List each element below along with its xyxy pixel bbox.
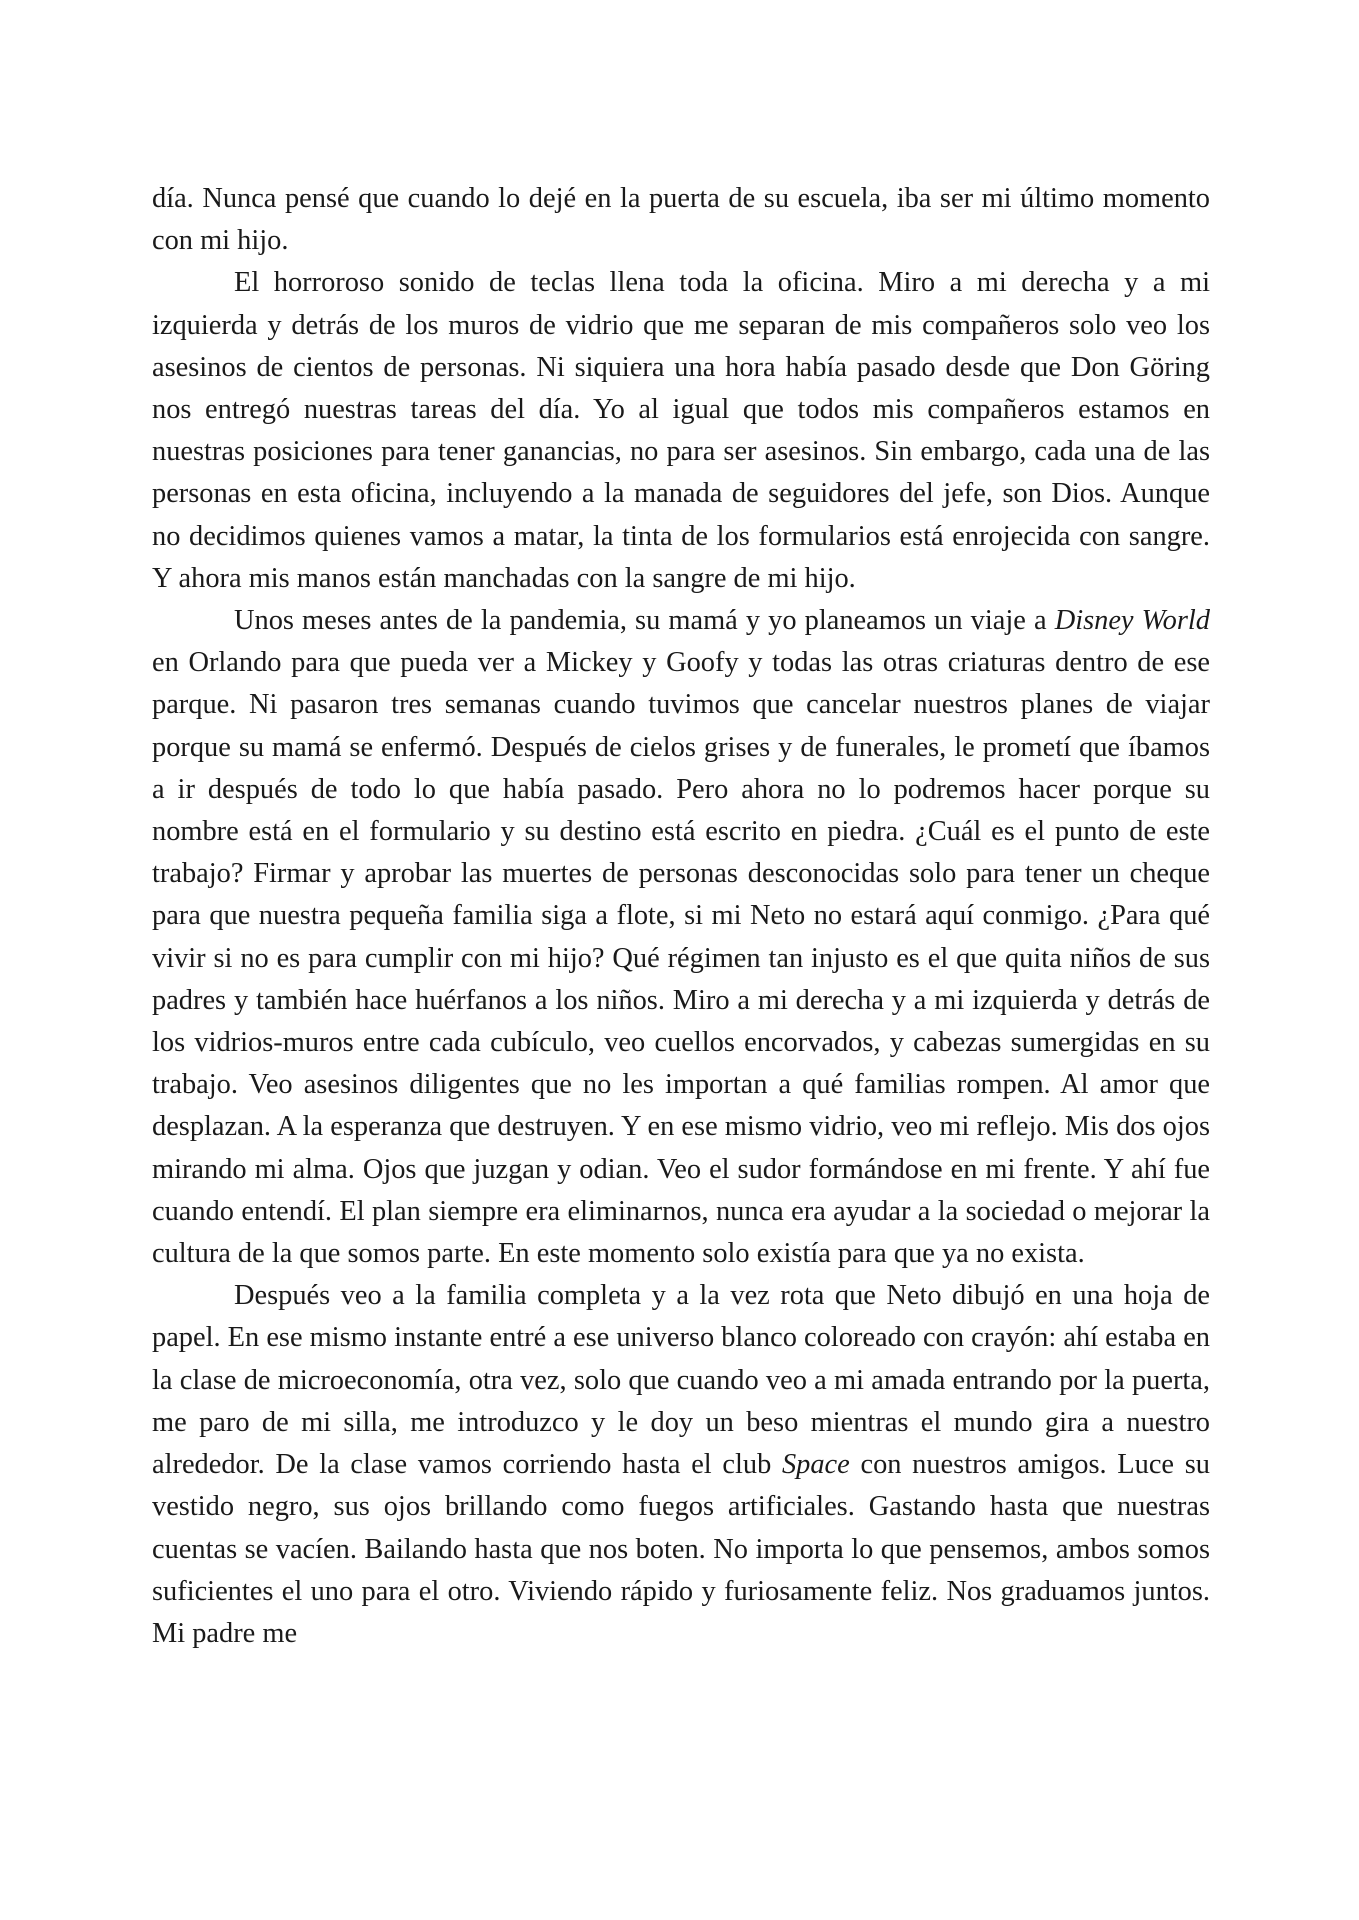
paragraph-text: Unos meses antes de la pandemia, su mamá y yo planeamos un viaje a: [234, 605, 1055, 637]
paragraph-2: [152, 262, 1210, 600]
paragraph-4: [152, 1275, 1210, 1655]
italic-club-name: Space: [781, 1449, 850, 1481]
italic-title-disney-world: Disney World: [1054, 605, 1211, 637]
paragraph-text: El horroroso sonido de teclas llena toda la oficina. Miro a mi derecha y a mi izquierda y detrás de los muros de vidrio que me separan de mis compañeros solo veo los asesinos de cientos de personas. Ni siquiera una hora había pasado desde que Don Göring nos entregó nuestras tareas del día. Yo al igual que todos mis compañeros estamos en nuestras posiciones para tener ganancias, no para ser asesinos. Sin embargo, cada una de las personas en esta oficina, incluyendo a la manada de seguidores del jefe, son Dios. Aunque no decidimos quienes vamos a matar, la tinta de los formularios está enrojecida con sangre. Y ahora mis manos están manchadas con la sangre de mi hijo.: [152, 267, 1210, 594]
paragraph-1: [152, 178, 1210, 262]
paragraph-text: con nuestros amigos. Luce su vestido negro, sus ojos brillando como fuegos artificiales. Gastando hasta que nuestras cuentas se vacíen. Bailando hasta que nos boten. No importa lo que pensemos, ambos somos suficientes el uno para el otro. Viviendo rápido y furiosamente feliz. Nos graduamos juntos. Mi padre me: [152, 1449, 1210, 1649]
paragraph-3: [152, 600, 1210, 1275]
paragraph-text: en Orlando para que pueda ver a Mickey y Goofy y todas las otras criaturas dentro de ese parque. Ni pasaron tres semanas cuando tuvimos que cancelar nuestros planes de viajar porque su mamá se enfermó. Después de cielos grises y de funerales, le prometí que íbamos a ir después de todo lo que había pasado. Pero ahora no lo podremos hacer porque su nombre está en el formulario y su destino está escrito en piedra. ¿Cuál es el punto de este trabajo? Firmar y aprobar las muertes de personas desconocidas solo para tener un cheque para que nuestra pequeña familia siga a flote, si mi Neto no estará aquí conmigo. ¿Para qué vivir si no es para cumplir con mi hijo? Qué régimen tan injusto es el que quita niños de sus padres y también hace huérfanos a los niños. Miro a mi derecha y a mi izquierda y detrás de los vidrios-muros entre cada cubículo, veo cuellos encorvados, y cabezas sumergidas en su trabajo. Veo asesinos diligentes que no les importan a qué familias rompen. Al amor que desplazan. A la esperanza que destruyen. Y en ese mismo vidrio, veo mi reflejo. Mis dos ojos mirando mi alma. Ojos que juzgan y odian. Veo el sudor formándose en mi frente. Y ahí fue cuando entendí. El plan siempre era eliminarnos, nunca era ayudar a la sociedad o mejorar la cultura de la que somos parte. En este momento solo existía para que ya no exista.: [152, 647, 1210, 1270]
paragraph-text: día. Nunca pensé que cuando lo dejé en la puerta de su escuela, iba ser mi último momento con mi hijo.: [152, 183, 1210, 257]
paragraph-text: Después veo a la familia completa y a la vez rota que Neto dibujó en una hoja de papel. En ese mismo instante entré a ese universo blanco coloreado con crayón: ahí estaba en la clase de microeconomía, otra vez, solo que cuando veo a mi amada entrando por la puerta, me paro de mi silla, me introduzco y le doy un beso mientras el mundo gira a nuestro alrededor. De la clase vamos corriendo hasta el club: [152, 1280, 1210, 1481]
document-page: [152, 178, 1210, 1655]
